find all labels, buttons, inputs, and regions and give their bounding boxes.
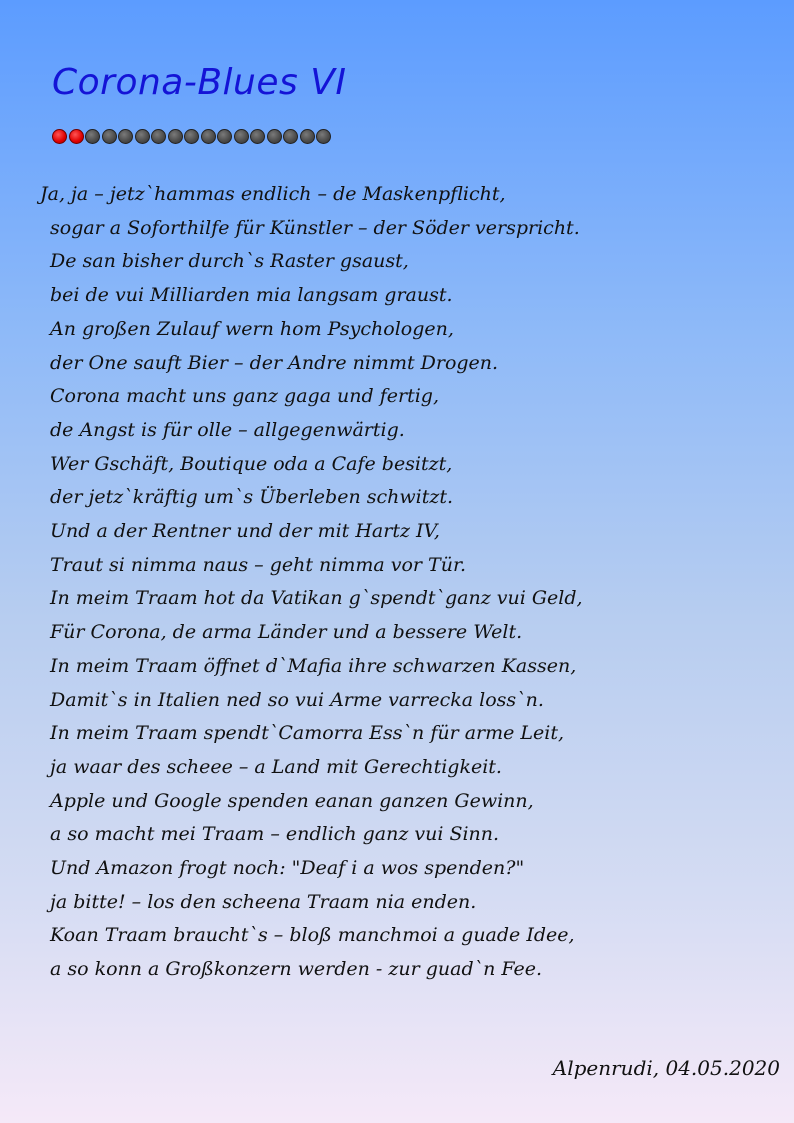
- progress-dot: [217, 129, 232, 144]
- poem-line: In meim Traam öffnet d`Mafia ihre schwarzen Kassen,: [50, 654, 577, 677]
- poem-line: der jetz`kräftig um`s Überleben schwitzt.: [50, 486, 454, 509]
- progress-dot: [118, 129, 133, 144]
- progress-dot: [151, 129, 166, 144]
- progress-dot: [250, 129, 265, 144]
- poem-line: Koan Traam braucht`s – bloß manchmoi a guade Idee,: [50, 924, 575, 947]
- progress-dot: [135, 129, 150, 144]
- progress-dot-active: [52, 129, 67, 144]
- poem-line: der One sauft Bier – der Andre nimmt Drogen.: [50, 351, 499, 374]
- progress-dot: [184, 129, 199, 144]
- poem-line: a so macht mei Traam – endlich ganz vui Sinn.: [50, 823, 500, 846]
- progress-dot: [283, 129, 298, 144]
- poem-line: Und Amazon frogt noch: "Deaf i a wos spenden?": [50, 857, 525, 880]
- series-progress-indicator: [52, 129, 333, 145]
- progress-dot: [300, 129, 315, 144]
- poem-line: Wer Gschäft, Boutique oda a Cafe besitzt,: [50, 452, 453, 475]
- poem-line: In meim Traam spendt`Camorra Ess`n für arme Leit,: [50, 722, 565, 745]
- progress-dot: [316, 129, 331, 144]
- poem-body: [40, 178, 583, 987]
- poem-line: bei de vui Milliarden mia langsam graust.: [50, 284, 453, 307]
- poem-line: Ja, ja – jetz`hammas endlich – de Maskenpflicht,: [40, 183, 506, 205]
- poem-line: Traut si nimma naus – geht nimma vor Tür.: [50, 553, 466, 576]
- progress-dot-active: [69, 129, 84, 144]
- poem-line: Und a der Rentner und der mit Hartz IV,: [50, 520, 440, 543]
- poem-line: de Angst is für olle – allgegenwärtig.: [50, 418, 405, 441]
- poem-title: Corona-Blues VI: [52, 62, 347, 103]
- progress-dot: [267, 129, 282, 144]
- poem-line: De san bisher durch`s Raster gsaust,: [50, 250, 409, 273]
- poem-line: An großen Zulauf wern hom Psychologen,: [50, 317, 454, 340]
- progress-dot: [201, 129, 216, 144]
- poem-line: Für Corona, de arma Länder und a bessere Welt.: [50, 621, 523, 644]
- progress-dot: [102, 129, 117, 144]
- author-signature: Alpenrudi, 04.05.2020: [552, 1056, 780, 1080]
- poem-line: a so konn a Großkonzern werden - zur guad`n Fee.: [50, 958, 543, 981]
- poem-line: ja bitte! – los den scheena Traam nia enden.: [50, 890, 477, 913]
- progress-dot: [85, 129, 100, 144]
- poem-line: ja waar des scheee – a Land mit Gerechtigkeit.: [50, 755, 502, 778]
- poem-line: Apple und Google spenden eanan ganzen Gewinn,: [50, 789, 534, 812]
- poem-line: sogar a Soforthilfe für Künstler – der Söder verspricht.: [50, 216, 580, 239]
- poem-line: Damit`s in Italien ned so vui Arme varrecka loss`n.: [50, 688, 544, 711]
- poem-line: Corona macht uns ganz gaga und fertig,: [50, 385, 440, 408]
- progress-dot: [168, 129, 183, 144]
- progress-dot: [234, 129, 249, 144]
- poem-line: In meim Traam hot da Vatikan g`spendt`ganz vui Geld,: [50, 587, 583, 610]
